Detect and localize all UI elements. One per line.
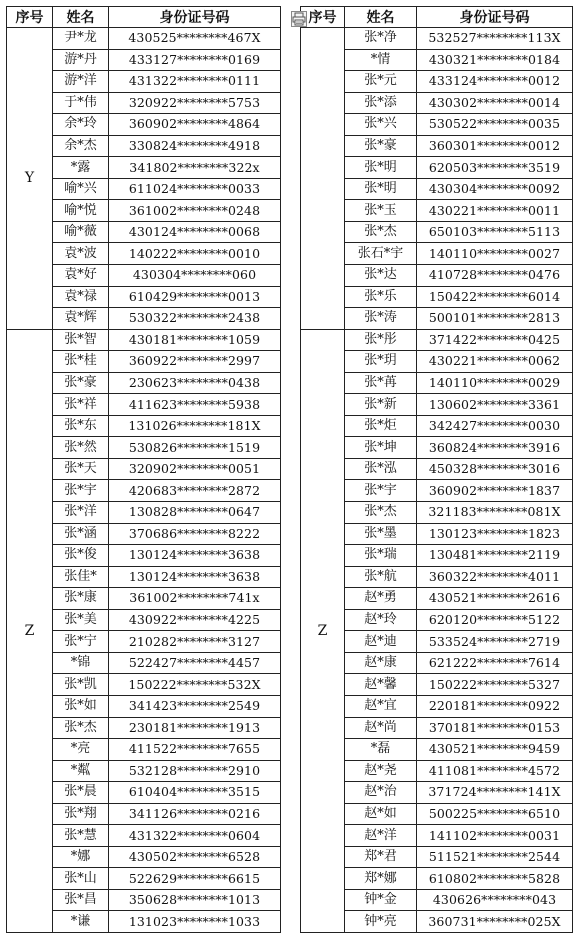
roster-table-right — [300, 6, 573, 933]
name-cell: 张*洋 — [53, 502, 109, 524]
name-cell: 张*昌 — [53, 889, 109, 911]
id-number-cell: 530826********1519 — [109, 437, 281, 459]
table-row — [7, 28, 281, 50]
name-cell: 于*伟 — [53, 92, 109, 114]
name-cell: *粼 — [53, 760, 109, 782]
group-letter: Z — [7, 329, 53, 932]
name-cell: 张*然 — [53, 437, 109, 459]
name-cell: 袁*辉 — [53, 308, 109, 330]
name-cell: 张*兴 — [345, 114, 417, 136]
id-number-cell: 321183********081X — [417, 502, 573, 524]
id-number-cell: 430502********6528 — [109, 846, 281, 868]
name-cell: 赵*宜 — [345, 695, 417, 717]
id-number-cell: 430521********2616 — [417, 588, 573, 610]
id-number-cell: 341126********0216 — [109, 803, 281, 825]
table-row — [301, 329, 573, 351]
id-number-cell: 430304********060 — [109, 265, 281, 287]
id-number-cell: 430321********0184 — [417, 49, 573, 71]
name-cell: 郑*君 — [345, 846, 417, 868]
id-number-cell: 210282********3127 — [109, 631, 281, 653]
name-cell: 赵*勇 — [345, 588, 417, 610]
name-cell: 张*如 — [53, 695, 109, 717]
id-number-cell: 131023********1033 — [109, 911, 281, 933]
name-cell: 张*元 — [345, 71, 417, 93]
id-number-cell: 522629********6615 — [109, 868, 281, 890]
id-number-cell: 350628********1013 — [109, 889, 281, 911]
name-cell: 张*航 — [345, 566, 417, 588]
id-number-cell: 430626********043 — [417, 889, 573, 911]
name-cell: *亮 — [53, 739, 109, 761]
name-cell: 赵*迪 — [345, 631, 417, 653]
name-cell: 游*丹 — [53, 49, 109, 71]
id-number-cell: 430221********0062 — [417, 351, 573, 373]
id-number-cell: 360902********1837 — [417, 480, 573, 502]
name-cell: 赵*洋 — [345, 825, 417, 847]
group-letter: Y — [7, 28, 53, 330]
id-number-cell: 130481********2119 — [417, 545, 573, 567]
group-letter — [301, 28, 345, 330]
table-row — [301, 28, 573, 50]
name-cell: 张*彤 — [345, 329, 417, 351]
id-number-cell: 360301********0012 — [417, 135, 573, 157]
name-cell: 张*达 — [345, 265, 417, 287]
id-number-cell: 430525********467X — [109, 28, 281, 50]
name-cell: 余*玲 — [53, 114, 109, 136]
id-number-cell: 611024********0033 — [109, 178, 281, 200]
id-number-cell: 511521********2544 — [417, 846, 573, 868]
name-cell: 赵*康 — [345, 652, 417, 674]
id-number-cell: 411623********5938 — [109, 394, 281, 416]
name-cell: 张*凯 — [53, 674, 109, 696]
name-cell: 张*天 — [53, 458, 109, 480]
id-number-cell: 410728********0476 — [417, 265, 573, 287]
name-cell: 张*杰 — [53, 717, 109, 739]
id-number-cell: 320902********0051 — [109, 458, 281, 480]
id-number-cell: 650103********5113 — [417, 221, 573, 243]
header-name: 姓名 — [345, 7, 417, 28]
id-number-cell: 150222********5327 — [417, 674, 573, 696]
id-number-cell: 360922********2997 — [109, 351, 281, 373]
name-cell: 钟*亮 — [345, 911, 417, 933]
name-cell: 张*俊 — [53, 545, 109, 567]
name-cell: *谦 — [53, 911, 109, 933]
id-number-cell: 620503********3519 — [417, 157, 573, 179]
id-number-cell: 533524********2719 — [417, 631, 573, 653]
id-number-cell: 341802********322x — [109, 157, 281, 179]
name-cell: *娜 — [53, 846, 109, 868]
name-cell: 张*杰 — [345, 502, 417, 524]
id-number-cell: 532527********113X — [417, 28, 573, 50]
header-seq: 序号 — [301, 7, 345, 28]
id-number-cell: 360322********4011 — [417, 566, 573, 588]
id-number-cell: 230623********0438 — [109, 372, 281, 394]
id-number-cell: 360731********025X — [417, 911, 573, 933]
name-cell: 张*康 — [53, 588, 109, 610]
id-number-cell: 430302********0014 — [417, 92, 573, 114]
header-row — [301, 7, 573, 28]
name-cell: 张*明 — [345, 157, 417, 179]
id-number-cell: 430181********1059 — [109, 329, 281, 351]
name-cell: 张*墨 — [345, 523, 417, 545]
name-cell: 袁*禄 — [53, 286, 109, 308]
name-cell: 张*豪 — [53, 372, 109, 394]
id-number-cell: 361002********0248 — [109, 200, 281, 222]
id-number-cell: 450328********3016 — [417, 458, 573, 480]
name-cell: 张*瑞 — [345, 545, 417, 567]
header-name: 姓名 — [53, 7, 109, 28]
id-number-cell: 342427********0030 — [417, 415, 573, 437]
id-number-cell: 431322********0111 — [109, 71, 281, 93]
id-number-cell: 130124********3638 — [109, 545, 281, 567]
name-cell: 赵*尚 — [345, 717, 417, 739]
id-number-cell: 371724********141X — [417, 782, 573, 804]
name-cell: 张*宇 — [53, 480, 109, 502]
printer-icon[interactable] — [291, 11, 307, 27]
header-row — [7, 7, 281, 28]
id-number-cell: 360824********3916 — [417, 437, 573, 459]
id-number-cell: 610802********5828 — [417, 868, 573, 890]
id-number-cell: 530322********2438 — [109, 308, 281, 330]
name-cell: 张*涵 — [53, 523, 109, 545]
name-cell: 张*桂 — [53, 351, 109, 373]
id-number-cell: 411522********7655 — [109, 739, 281, 761]
name-cell: 张*苒 — [345, 372, 417, 394]
name-cell: 张*祥 — [53, 394, 109, 416]
id-number-cell: 370181********0153 — [417, 717, 573, 739]
id-number-cell: 220181********0922 — [417, 695, 573, 717]
name-cell: 喻*兴 — [53, 178, 109, 200]
id-number-cell: 371422********0425 — [417, 329, 573, 351]
name-cell: 张佳* — [53, 566, 109, 588]
id-number-cell: 610429********0013 — [109, 286, 281, 308]
name-cell: 赵*如 — [345, 803, 417, 825]
id-number-cell: 150422********6014 — [417, 286, 573, 308]
name-cell: 钟*金 — [345, 889, 417, 911]
name-cell: 张石*宇 — [345, 243, 417, 265]
name-cell: 张*泓 — [345, 458, 417, 480]
id-number-cell: 532128********2910 — [109, 760, 281, 782]
name-cell: 赵*馨 — [345, 674, 417, 696]
id-number-cell: 230181********1913 — [109, 717, 281, 739]
name-cell: 喻*悦 — [53, 200, 109, 222]
id-number-cell: 320922********5753 — [109, 92, 281, 114]
name-cell: *情 — [345, 49, 417, 71]
name-cell: 张*宇 — [345, 480, 417, 502]
roster-table-left — [6, 6, 281, 933]
name-cell: 郑*娜 — [345, 868, 417, 890]
name-cell: 张*玉 — [345, 200, 417, 222]
header-id: 身份证号码 — [417, 7, 573, 28]
id-number-cell: 420683********2872 — [109, 480, 281, 502]
name-cell: 游*洋 — [53, 71, 109, 93]
id-number-cell: 610404********3515 — [109, 782, 281, 804]
name-cell: 尹*龙 — [53, 28, 109, 50]
id-number-cell: 530522********0035 — [417, 114, 573, 136]
id-number-cell: 430124********0068 — [109, 221, 281, 243]
id-number-cell: 140222********0010 — [109, 243, 281, 265]
id-number-cell: 130124********3638 — [109, 566, 281, 588]
group-letter: Z — [301, 329, 345, 932]
id-number-cell: 341423********2549 — [109, 695, 281, 717]
id-number-cell: 150222********532X — [109, 674, 281, 696]
id-number-cell: 430221********0011 — [417, 200, 573, 222]
id-number-cell: 411081********4572 — [417, 760, 573, 782]
name-cell: 张*炬 — [345, 415, 417, 437]
name-cell: 张*新 — [345, 394, 417, 416]
id-number-cell: 621222********7614 — [417, 652, 573, 674]
id-number-cell: 500225********6510 — [417, 803, 573, 825]
name-cell: 赵*尧 — [345, 760, 417, 782]
name-cell: 张*净 — [345, 28, 417, 50]
name-cell: 张*明 — [345, 178, 417, 200]
id-number-cell: 130123********1823 — [417, 523, 573, 545]
name-cell: 张*添 — [345, 92, 417, 114]
id-number-cell: 361002********741x — [109, 588, 281, 610]
name-cell: 张*玥 — [345, 351, 417, 373]
id-number-cell: 370686********8222 — [109, 523, 281, 545]
name-cell: 赵*玲 — [345, 609, 417, 631]
id-number-cell: 433127********0169 — [109, 49, 281, 71]
id-number-cell: 330824********4918 — [109, 135, 281, 157]
name-cell: 余*杰 — [53, 135, 109, 157]
id-number-cell: 131026********181X — [109, 415, 281, 437]
id-number-cell: 430922********4225 — [109, 609, 281, 631]
name-cell: 张*杰 — [345, 221, 417, 243]
id-number-cell: 360902********4864 — [109, 114, 281, 136]
id-number-cell: 140110********0027 — [417, 243, 573, 265]
id-number-cell: 130602********3361 — [417, 394, 573, 416]
name-cell: 喻*薇 — [53, 221, 109, 243]
id-number-cell: 140110********0029 — [417, 372, 573, 394]
name-cell: *磊 — [345, 739, 417, 761]
name-cell: *露 — [53, 157, 109, 179]
id-number-cell: 430521********9459 — [417, 739, 573, 761]
table-row — [7, 329, 281, 351]
name-cell: 袁*好 — [53, 265, 109, 287]
id-number-cell: 522427********4457 — [109, 652, 281, 674]
id-number-cell: 130828********0647 — [109, 502, 281, 524]
name-cell: 张*涛 — [345, 308, 417, 330]
id-number-cell: 433124********0012 — [417, 71, 573, 93]
id-number-cell: 620120********5122 — [417, 609, 573, 631]
name-cell: 张*美 — [53, 609, 109, 631]
id-number-cell: 141102********0031 — [417, 825, 573, 847]
name-cell: 赵*治 — [345, 782, 417, 804]
header-seq: 序号 — [7, 7, 53, 28]
name-cell: 张*慧 — [53, 825, 109, 847]
id-number-cell: 431322********0604 — [109, 825, 281, 847]
name-cell: 张*坤 — [345, 437, 417, 459]
id-number-cell: 430304********0092 — [417, 178, 573, 200]
name-cell: 张*晨 — [53, 782, 109, 804]
name-cell: 张*宁 — [53, 631, 109, 653]
header-id: 身份证号码 — [109, 7, 281, 28]
name-cell: 张*翔 — [53, 803, 109, 825]
name-cell: 张*乐 — [345, 286, 417, 308]
name-cell: *锦 — [53, 652, 109, 674]
name-cell: 张*东 — [53, 415, 109, 437]
name-cell: 袁*波 — [53, 243, 109, 265]
name-cell: 张*豪 — [345, 135, 417, 157]
name-cell: 张*山 — [53, 868, 109, 890]
id-number-cell: 500101********2813 — [417, 308, 573, 330]
name-cell: 张*智 — [53, 329, 109, 351]
